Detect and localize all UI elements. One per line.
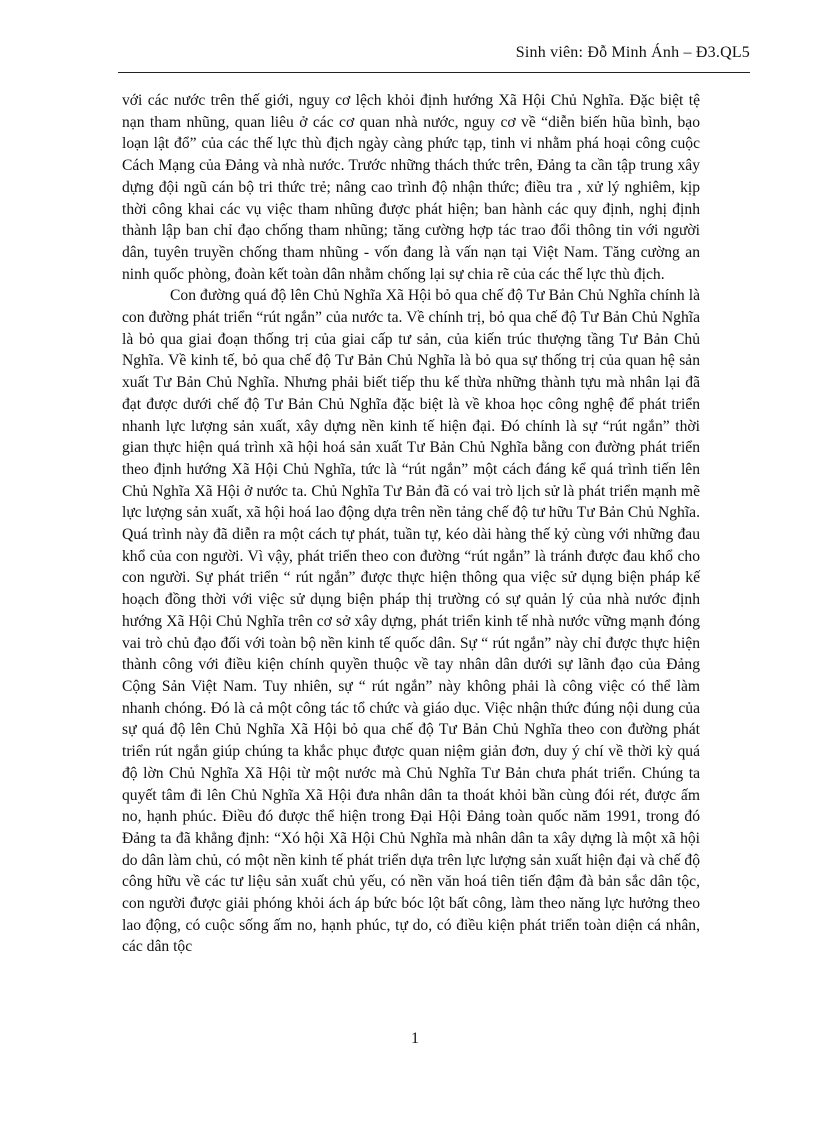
- paragraph-1: với các nước trên thế giới, nguy cơ lệch khỏi định hướng Xã Hội Chủ Nghĩa. Đặc biệt tệ nạn tham nhũng, quan liêu ở các cơ quan nhà nước, nguy cơ về “diễn biến hũa bình, bạo loạn lật đổ” của các thế lực thù địch ngày càng phức tạp, tinh vi nhằm phá hoại công cuộc Cách Mạng của Đảng và nhà nước. Trước những thách thức trên, Đảng ta cần tập trung xây dựng đội ngũ cán bộ tri thức trẻ; nâng cao trình độ nhận thức; điều tra , xử lý nghiêm, kịp thời công khai các vụ việc tham nhũng được phát hiện; ban hành các quy định, nghị định thành lập ban chỉ đạo chống tham nhũng; tăng cường hợp tác trao đổi thông tin với người dân, tuyên truyền chống tham nhũng - vốn đang là vấn nạn tại Việt Nam. Tăng cường an ninh quốc phòng, đoàn kết toàn dân nhằm chống lại sự chia rẽ của các thế lực thù địch.: [122, 92, 700, 283]
- header-divider: [118, 72, 750, 73]
- paragraph-2: Con đường quá độ lên Chủ Nghĩa Xã Hội bỏ qua chế độ Tư Bản Chủ Nghĩa chính là con đường phát triển “rút ngắn” của nước ta. Về chính trị, bỏ qua chế độ Tư Bản Chủ Nghĩa là bỏ qua giai đoạn thống trị của giai cấp tư sản, của kiến trúc thượng tầng Tư Bản Chủ Nghĩa. Về kinh tế, bỏ qua chế độ Tư Bản Chủ Nghĩa là bỏ qua sự thống trị của quan hệ sản xuất Tư Bản Chủ Nghĩa. Nhưng phải biết tiếp thu kế thừa những thành tựu mà nhân lại đã đạt được dưới chế độ Tư Bản Chủ Nghĩa đặc biệt là về khoa học công nghệ để phát triển nhanh lực lượng sản xuất, xây dựng nền kinh tế hiện đại. Đó chính là sự “rút ngắn” thời gian thực hiện quá trình xã hội hoá sản xuất Tư Bản Chủ Nghĩa bằng con đường phát triển theo định hướng Xã Hội Chủ Nghĩa, tức là “rút ngắn” một cách đáng kể quá trình tiến lên Chủ Nghĩa Xã Hội ở nước ta. Chủ Nghĩa Tư Bản đã có vai trò lịch sử là phát triển mạnh mẽ lực lượng sản xuất, xã hội hoá lao động dựa trên nền tảng chế độ tư hữu Tư Bản Chủ Nghĩa. Quá trình này đã diễn ra một cách tự phát, tuần tự, kéo dài hàng thế kỷ cùng với những đau khổ của con người. Vì vậy, phát triển theo con đường “rút ngắn” là tránh được đau khổ cho con người. Sự phát triển “ rút ngắn” được thực hiện thông qua việc sử dụng biện pháp kế hoạch đồng thời với việc sử dụng biện pháp thị trường có sự quản lý của nhà nước định hướng Xã Hội Chủ Nghĩa trên cơ sở xây dựng, phát triển kinh tế nhà nước vững mạnh đóng vai trò chủ đạo đối với toàn bộ nền kinh tế quốc dân. Sự “ rút ngắn” này chỉ được thực hiện thành công với điều kiện chính quyền thuộc về tay nhân dân dưới sự lãnh đạo của Đảng Cộng Sản Việt Nam. Tuy nhiên, sự “ rút ngắn” này không phải là công việc có thể làm nhanh chóng. Đó là cả một công tác tổ chức và giáo dục. Việc nhận thức đúng nội dung của sự quá độ lên Chủ Nghĩa Xã Hội bỏ qua chế độ Tư Bản Chủ Nghĩa theo con đường phát triển rút ngắn giúp chúng ta khắc phục được quan niệm giản đơn, duy ý chí về thời kỳ quá độ lờn Chủ Nghĩa Xã Hội từ một nước mà Chủ Nghĩa Tư Bản chưa phát triển. Chúng ta quyết tâm đi lên Chủ Nghĩa Xã Hội đưa nhân dân ta thoát khỏi bần cùng đói rét, được ấm no, hạnh phúc. Điều đó được thể hiện trong Đại Hội Đảng toàn quốc năm 1991, trong đó Đảng ta đã khẳng định: “Xó hội Xã Hội Chủ Nghĩa mà nhân dân ta xây dựng là một xã hội do dân làm chủ, có một nền kinh tế phát triển dựa trên lực lượng sản xuất hiện đại và chế độ công hữu về các tư liệu sản xuất chủ yếu, có nền văn hoá tiên tiến đậm đà bản sắc dân tộc, con người được giải phóng khỏi ách áp bức bóc lột bất công, làm theo năng lực hưởng theo lao động, có cuộc sống ấm no, hạnh phúc, tự do, có điều kiện phát triển toàn diện cá nhân, các dân tộc: [122, 287, 700, 956]
- page-number: 1: [411, 1030, 419, 1047]
- body-text: [122, 90, 700, 958]
- page-header: Sinh viên: Đỗ Minh Ánh – Đ3.QL5: [515, 44, 750, 61]
